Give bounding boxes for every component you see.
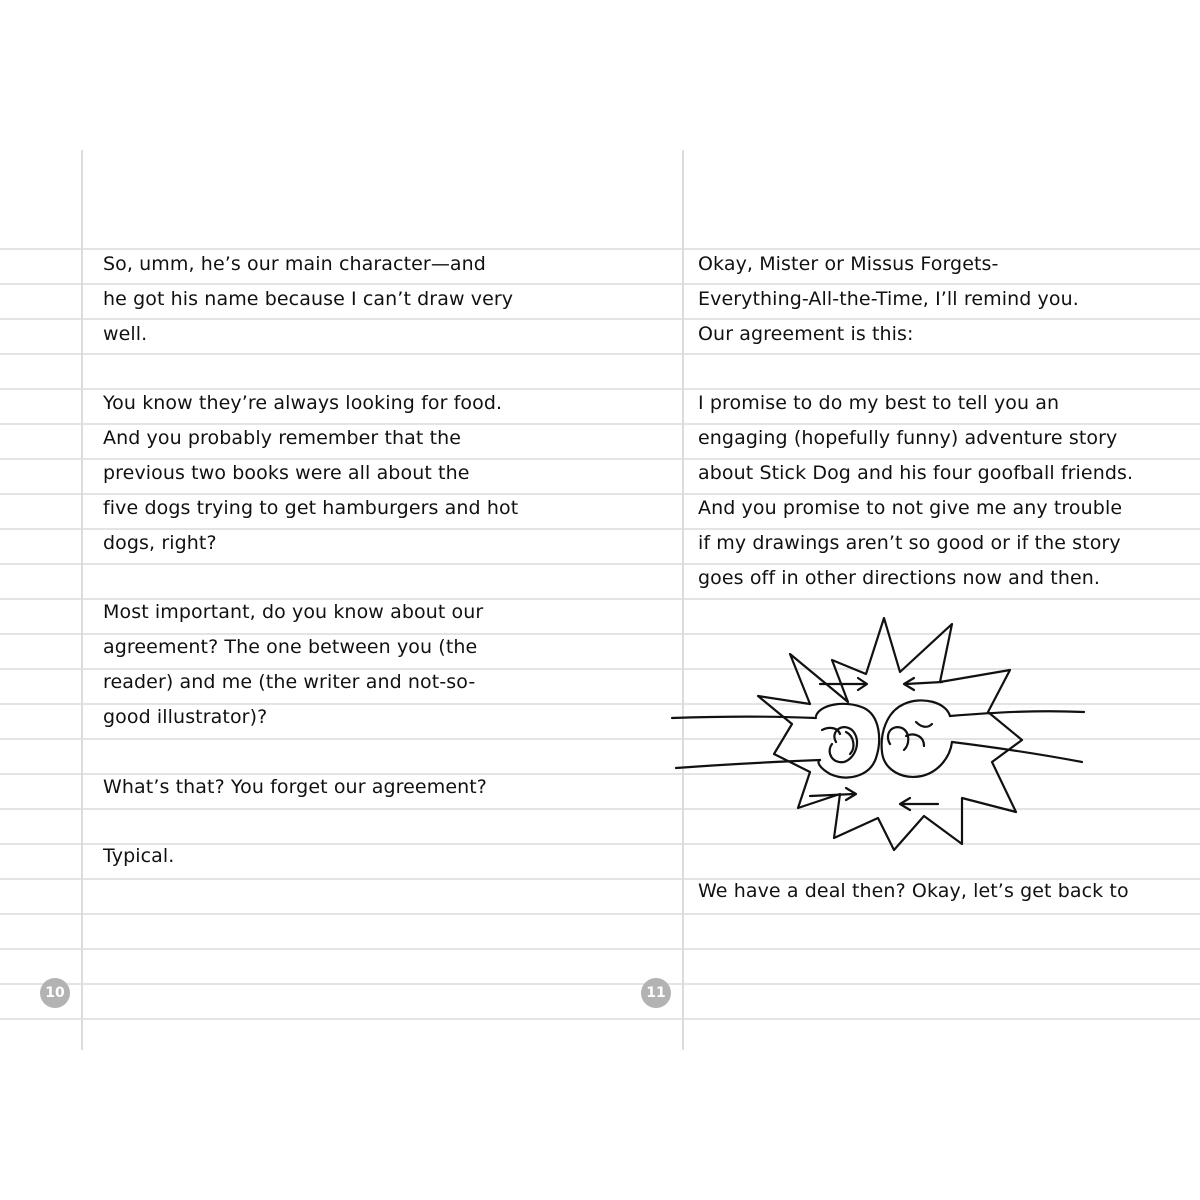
text-line: agreement? The one between you (the xyxy=(103,636,478,658)
fist-bump-icon xyxy=(670,612,1090,852)
text-line: You know they’re always looking for food. xyxy=(103,392,503,414)
text-line: five dogs trying to get hamburgers and hot xyxy=(103,497,519,519)
text-line: We have a deal then? Okay, let’s get back to xyxy=(698,880,1129,902)
text-line: And you probably remember that the xyxy=(103,427,462,449)
starburst-shape xyxy=(758,618,1022,850)
page-number-badge: 10 xyxy=(40,978,70,1008)
text-line: goes off in other directions now and then. xyxy=(698,567,1101,589)
text-line: Everything-All-the-Time, I’ll remind you. xyxy=(698,288,1079,310)
text-line: Most important, do you know about our xyxy=(103,601,484,623)
text-line: he got his name because I can’t draw very xyxy=(103,288,514,310)
text-line: dogs, right? xyxy=(103,532,217,554)
text-line: Typical. xyxy=(103,845,175,867)
right-page xyxy=(600,0,1200,1200)
text-line: Our agreement is this: xyxy=(698,323,914,345)
text-line: Okay, Mister or Missus Forgets- xyxy=(698,253,999,275)
text-line: What’s that? You forget our agreement? xyxy=(103,776,487,798)
text-line: well. xyxy=(103,323,148,345)
text-line: reader) and me (the writer and not-so- xyxy=(103,671,476,693)
text-line: I promise to do my best to tell you an xyxy=(698,392,1060,414)
text-line: And you promise to not give me any trouble xyxy=(698,497,1123,519)
text-line: good illustrator)? xyxy=(103,706,268,728)
text-line: engaging (hopefully funny) adventure story xyxy=(698,427,1118,449)
page-number-badge: 11 xyxy=(641,978,671,1008)
text-line: if my drawings aren’t so good or if the story xyxy=(698,532,1121,554)
text-line: previous two books were all about the xyxy=(103,462,470,484)
text-line: So, umm, he’s our main character—and xyxy=(103,253,486,275)
text-line: about Stick Dog and his four goofball friends. xyxy=(698,462,1134,484)
